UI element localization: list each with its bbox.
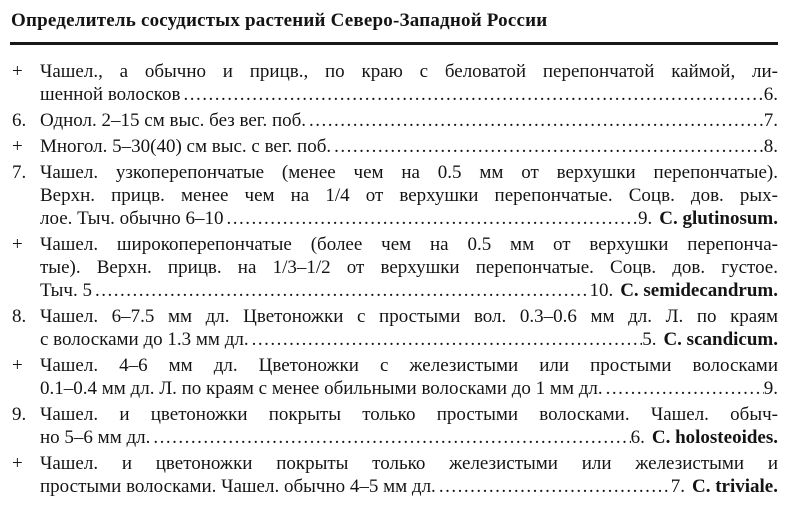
page-title: Определитель сосудистых растений Северо-Западной России <box>11 10 548 31</box>
entry-body <box>40 60 778 106</box>
entry-line <box>40 377 778 400</box>
entry-line: тые). Верхн. прицв. на 1/3–1/2 от верхушки перепончатые. Соцв. дов. густое. <box>40 257 778 278</box>
entry-text: 0.1–0.4 мм дл. Л. по краям с менее обильными волосками до 1 мм дл. <box>40 378 603 399</box>
dot-leader <box>439 475 671 498</box>
entry-marker: + <box>12 136 23 157</box>
entry-line <box>40 207 778 230</box>
entry-body <box>40 305 778 351</box>
ref-number: 8. <box>763 136 778 157</box>
dot-leader <box>606 377 764 400</box>
entry-body <box>40 354 778 400</box>
entry-marker: + <box>12 234 23 255</box>
dot-leader <box>309 109 764 132</box>
entry-marker: + <box>12 355 23 376</box>
dot-leader <box>95 279 589 302</box>
key-entry <box>10 109 778 132</box>
key-entry <box>10 60 778 106</box>
entry-line: Верхн. прицв. менее чем на 1/4 от верхушки перепончатые. Соцв. дов. рых- <box>40 185 778 206</box>
species-name: C. semidecandrum. <box>620 280 778 301</box>
key-entry <box>10 452 778 498</box>
ref-number: 9. <box>763 378 778 399</box>
entry-line <box>40 135 778 158</box>
entry-text: с волосками до 1.3 мм дл. <box>40 329 249 350</box>
dot-leader <box>252 328 643 351</box>
species-name: C. scandicum. <box>663 329 778 350</box>
entry-line <box>40 279 778 302</box>
ref-number: 7. <box>763 110 778 131</box>
entry-line: Чашел. и цветоножки покрыты только простыми волосками. Чашел. обыч- <box>40 404 778 425</box>
entry-marker: + <box>12 61 23 82</box>
entry-line: Чашел. 6–7.5 мм дл. Цветоножки с простыми вол. 0.3–0.6 мм дл. Л. по краям <box>40 306 778 327</box>
key-list <box>10 60 778 498</box>
entry-line <box>40 83 778 106</box>
entry-marker: + <box>12 453 23 474</box>
species-name: C. glutinosum. <box>659 208 778 229</box>
entry-marker: 6. <box>12 110 27 131</box>
key-entry <box>10 135 778 158</box>
key-entry <box>10 161 778 230</box>
entry-line <box>40 475 778 498</box>
species-name: C. triviale. <box>691 476 778 497</box>
dot-leader <box>153 426 630 449</box>
ref-number: 10. <box>589 280 614 301</box>
entry-text: но 5–6 мм дл. <box>40 427 151 448</box>
key-entry <box>10 354 778 400</box>
dot-leader <box>184 83 764 106</box>
entry-marker: 7. <box>12 162 27 183</box>
entry-text: Однол. 2–15 см выс. без вег. поб. <box>40 110 307 131</box>
ref-number: 5. <box>642 329 657 350</box>
ref-number: 9. <box>637 208 653 229</box>
entry-text: простыми волосками. Чашел. обычно 4–5 мм дл. <box>40 476 436 497</box>
entry-marker: 9. <box>12 404 27 425</box>
entry-line: Чашел. широкоперепончатые (более чем на 0.5 мм от верхушки перепонча- <box>40 234 778 255</box>
entry-text: Многол. 5–30(40) см выс. с вег. поб. <box>40 136 332 157</box>
key-entry <box>10 403 778 449</box>
dot-leader <box>334 135 764 158</box>
key-entry <box>10 233 778 302</box>
ref-number: 6. <box>763 84 778 105</box>
entry-body <box>40 161 778 230</box>
species-name: C. holosteoides. <box>651 427 778 448</box>
entry-line: Чашел., а обычно и прицв., по краю с беловатой перепончатой каймой, ли- <box>40 61 778 82</box>
entry-line: Чашел. 4–6 мм дл. Цветоножки с железистыми или простыми волосками <box>40 355 778 376</box>
title-divider <box>10 42 778 45</box>
entry-body <box>40 452 778 498</box>
ref-number: 6. <box>630 427 645 448</box>
entry-line <box>40 328 778 351</box>
entry-body <box>40 403 778 449</box>
entry-line <box>40 426 778 449</box>
entry-text: лое. Тыч. обычно 6–10 <box>40 208 224 229</box>
entry-text: шенной волосков <box>40 84 181 105</box>
entry-body <box>40 109 778 132</box>
entry-text: Тыч. 5 <box>40 280 92 301</box>
entry-line <box>40 109 778 132</box>
entry-body <box>40 135 778 158</box>
key-entry <box>10 305 778 351</box>
ref-number: 7. <box>670 476 685 497</box>
entry-line: Чашел. и цветоножки покрыты только железистыми или железистыми и <box>40 453 778 474</box>
entry-body <box>40 233 778 302</box>
dot-leader <box>227 207 638 230</box>
entry-marker: 8. <box>12 306 27 327</box>
entry-line: Чашел. узкоперепончатые (менее чем на 0.5 мм от верхушки перепончатые). <box>40 162 778 183</box>
